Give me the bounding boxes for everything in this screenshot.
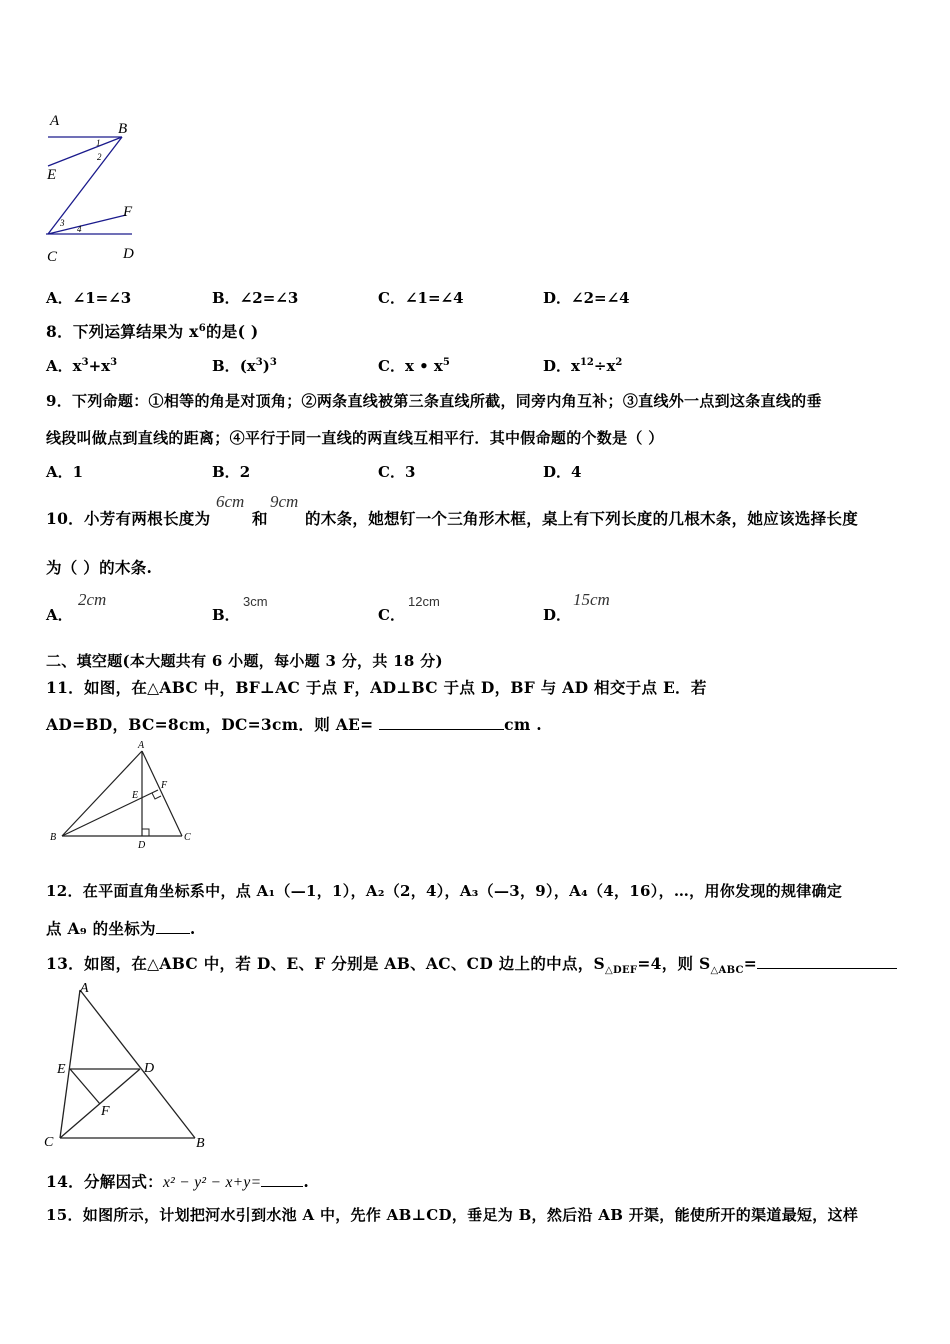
- label-c: C: [184, 832, 191, 843]
- label-f: F: [101, 1104, 110, 1119]
- q7-option-d[interactable]: D．∠2=∠4: [543, 289, 630, 307]
- q13-stem: 13．如图，在△ABC 中，若 D、E、F 分别是 AB、AC、CD 边上的中点，$S_{\triangle DEF}=4$，则 $S_{\triangle ABC}=$: [46, 952, 897, 976]
- q10-option-d-letter[interactable]: D．: [543, 606, 572, 624]
- q10-post: 的木条，她想钉一个三角形木框，桌上有下列长度的几根木条，她应该选择长度: [305, 509, 859, 528]
- q10-and: 和: [252, 509, 268, 528]
- label-f: F: [161, 780, 168, 791]
- q11-figure: [46, 738, 206, 853]
- q10-length-9cm: 9cm: [270, 492, 299, 511]
- q10-pre: 10．小芳有两根长度为: [46, 509, 211, 528]
- label-a: A: [80, 981, 89, 996]
- label-e: E: [57, 1062, 66, 1077]
- q12-line2: 点 A₉ 的坐标为 .: [46, 919, 196, 938]
- q14-line: 14．分解因式：x² − y² − x+y= .: [46, 1172, 310, 1191]
- q13-figure: [40, 976, 220, 1154]
- q11-line1: 11．如图，在△ABC 中，BF⊥AC 于点 F，AD⊥BC 于点 D，BF 与 AD 相交于点 E．若: [46, 678, 707, 697]
- q7-option-c[interactable]: C．∠1=∠4: [378, 289, 464, 307]
- label-d: D: [123, 246, 134, 262]
- q14-answer-blank[interactable]: [261, 1172, 303, 1187]
- q10-line2: 为（ ）的木条.: [46, 558, 153, 577]
- q8-option-b[interactable]: B．$(x^3)^3$: [212, 357, 277, 375]
- right-angle-d: [142, 829, 149, 836]
- q10-option-b-letter[interactable]: B．: [212, 606, 240, 624]
- q10-option-d-value: 15cm: [573, 590, 610, 609]
- q8-option-a[interactable]: A．$x^3+x^3$: [46, 357, 118, 375]
- label-c: C: [44, 1135, 54, 1150]
- q10-option-a-value: 2cm: [78, 590, 107, 609]
- q8-option-d[interactable]: D．$x^{12}\div x^2$: [543, 357, 623, 375]
- q11-line2: AD=BD，BC=8cm，DC=3cm．则 AE= cm .: [46, 715, 542, 734]
- q12-answer-blank[interactable]: [156, 919, 190, 934]
- q9-option-a[interactable]: A．1: [46, 463, 84, 481]
- label-c: C: [47, 249, 58, 265]
- q7-figure: [40, 105, 150, 265]
- label-b: B: [50, 832, 57, 843]
- q7-option-b[interactable]: B．∠2=∠3: [212, 289, 299, 307]
- q10-option-c-letter[interactable]: C．: [378, 606, 405, 624]
- q10-option-b-value: 3cm: [243, 594, 268, 609]
- label-d: D: [138, 840, 146, 851]
- q12-line1: 12．在平面直角坐标系中，点 A₁（—1，1），A₂（2，4），A₃（—3，9），A₄（4，16），…，用你发现的规律确定: [46, 882, 843, 900]
- q8-stem: 8．下列运算结果为 $x^6$的是( ): [46, 322, 259, 341]
- q10-option-a-letter[interactable]: A．: [46, 606, 73, 624]
- angle-2: 2: [97, 152, 102, 162]
- q9-line1: 9．下列命题：①相等的角是对顶角；②两条直线被第三条直线所截，同旁内角互补；③直线外一点到这条直线的垂: [46, 392, 822, 410]
- angle-4: 4: [77, 224, 82, 234]
- q9-line2: 线段叫做点到直线的距离；④平行于同一直线的两直线互相平行．其中假命题的个数是（ ）: [46, 429, 664, 447]
- side-ac: [142, 751, 182, 836]
- label-a: A: [138, 740, 145, 751]
- label-b: B: [196, 1136, 205, 1151]
- q11-answer-blank[interactable]: [379, 715, 504, 730]
- angle-3: 3: [60, 218, 65, 228]
- label-e: E: [132, 790, 139, 801]
- q7-option-a[interactable]: A．∠1=∠3: [46, 289, 132, 307]
- label-e: E: [47, 167, 57, 183]
- q9-option-b[interactable]: B．2: [212, 463, 251, 481]
- segment-ef: [70, 1069, 100, 1104]
- q10-option-c-value: 12cm: [408, 594, 440, 609]
- q13-answer-blank[interactable]: [757, 954, 897, 969]
- label-d: D: [144, 1061, 155, 1076]
- q15-line1: 15．如图所示，计划把河水引到水池 A 中，先作 AB⊥CD，垂足为 B，然后沿 AB 开渠，能使所开的渠道最短，这样: [46, 1206, 859, 1224]
- q8-option-c[interactable]: C．x • $x^5$: [378, 357, 450, 375]
- label-b: B: [118, 121, 128, 137]
- side-ab: [62, 751, 142, 836]
- right-angle-f: [152, 793, 161, 799]
- angle-1: 1: [96, 138, 101, 148]
- label-f: F: [123, 204, 133, 220]
- side-ab: [80, 990, 195, 1138]
- label-a: A: [50, 113, 60, 129]
- section-2-title: 二、填空题(本大题共有 6 小题，每小题 3 分，共 18 分): [46, 652, 443, 670]
- q9-option-d[interactable]: D．4: [543, 463, 582, 481]
- q10-length-6cm: 6cm: [216, 492, 245, 511]
- q9-option-c[interactable]: C．3: [378, 463, 416, 481]
